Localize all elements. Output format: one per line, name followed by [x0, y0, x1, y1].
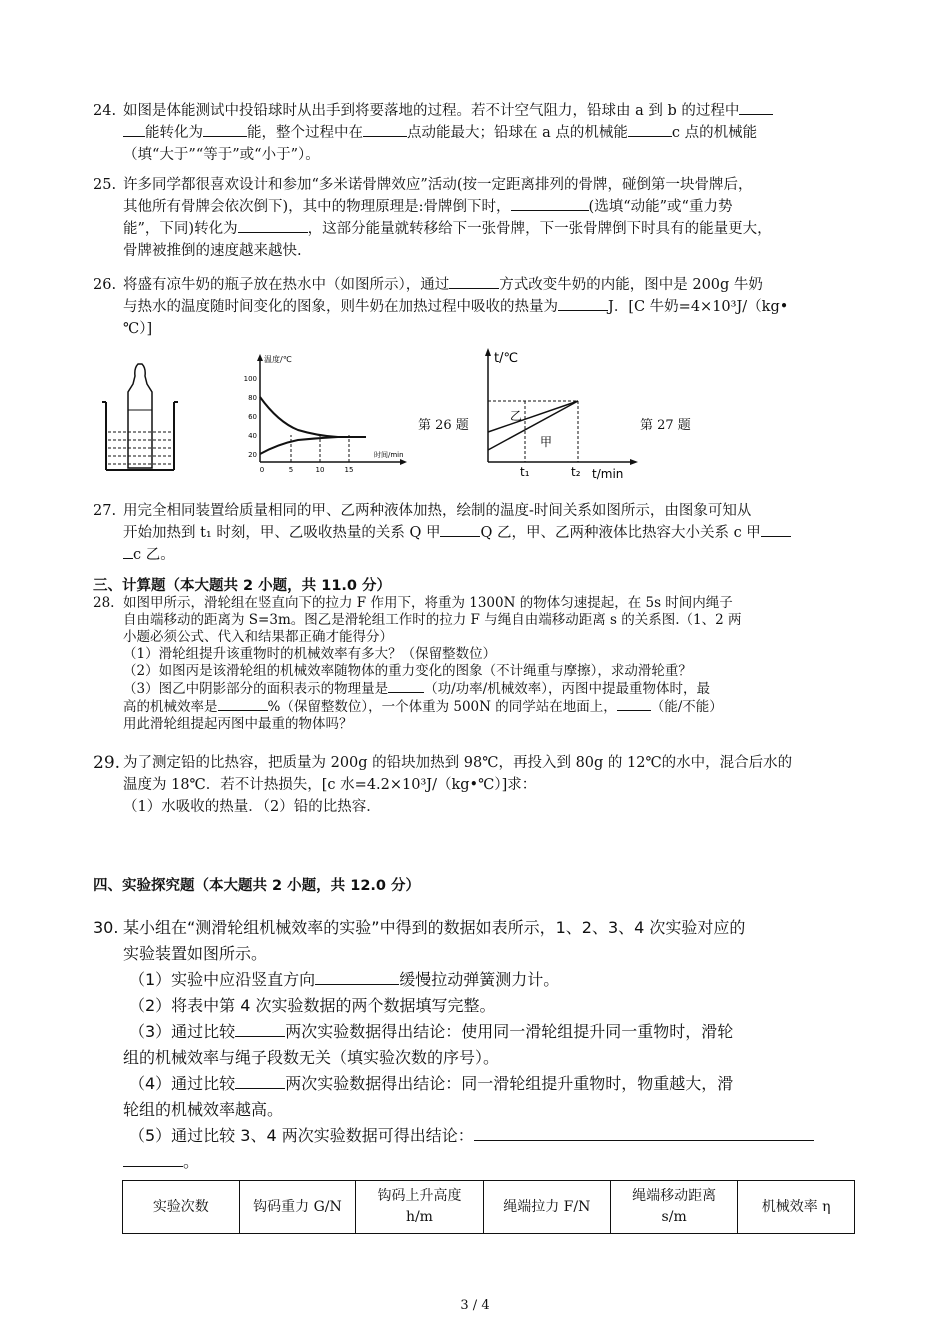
axis-label-y: t/℃: [494, 351, 519, 366]
figure-label-27: 第 27 题: [640, 418, 691, 433]
tick-label-t2: t₂: [571, 465, 581, 479]
question-25: 25. 许多同学都很喜欢设计和参加“多米诺骨牌效应”活动(按一定距离排列的骨牌，碰倒第一块骨牌后， 其他所有骨牌会依次倒下)，其中的物理原理是:骨牌倒下时， (选填“动能”或“重力势 能”，下同)转化为 ，这部分能量就转移给下一张骨牌，下一张骨牌倒下时具有的能量更大， 骨牌被推倒的速度越来越快.: [93, 177, 772, 259]
series-label-yi: 乙: [510, 409, 523, 423]
tick-label: 15: [344, 466, 354, 474]
question-30: 30. 某小组在“测滑轮组机械效率的实验”中得到的数据如表所示，1、2、3、4 次实验对应的 实验装置如图所示。 （1）实验中应沿竖直方向 缓慢拉动弹簧测力计。 （2）将表中第 4 次实验数据的两个数据填写完整。 （3）通过比较 两次实验数据得出结论：使用同一滑轮组提升同一重物时，滑轮 组的机械效率与绳子段数无关（填实验次数的序号）。 （4）通过比较 两次实验数据得出结论：同一滑轮组提升重物时，物重越大，滑 轮组的机械效率越高。 （5）通过比较 3、4 两次实验数据可得出结论： 。: [93, 915, 863, 1175]
question-27: 27. 用完全相同装置给质量相同的甲、乙两种液体加热，绘制的温度-时间关系如图所示，由图象可知从 开始加热到 t₁ 时刻，甲、乙吸收热量的关系 Q 甲 Q 乙，甲、乙两种液体比热容大小关系 c 甲 c 乙。: [93, 500, 863, 566]
milk-bottle-figure: [100, 362, 180, 474]
blank[interactable]: [218, 698, 268, 711]
series-label-jia: 甲: [540, 435, 553, 449]
table-header: 实验次数: [123, 1181, 240, 1234]
temperature-time-graph-26: [238, 350, 413, 480]
tick-label: 5: [288, 466, 294, 474]
page-number: 3 / 4: [460, 1298, 490, 1313]
tick-label: 80: [248, 394, 257, 402]
blank[interactable]: [474, 1124, 814, 1141]
blank[interactable]: [558, 296, 608, 311]
blank[interactable]: [235, 1020, 285, 1037]
blank[interactable]: [511, 196, 589, 211]
tick-label: 100: [243, 375, 257, 383]
axis-label-y: 温度/℃: [264, 355, 292, 364]
blank[interactable]: [315, 968, 399, 985]
axis-label-x: 时间/min: [374, 451, 404, 459]
table-header: 绳端拉力 F/N: [483, 1181, 610, 1234]
blank[interactable]: [123, 122, 145, 137]
blank[interactable]: [449, 274, 499, 289]
question-24: 24. 如图是体能测试中投铅球时从出手到将要落地的过程。若不计空气阻力，铅球由 a 到 b 的过程中 能转化为 能，整个过程中在 点动能最大；铅球在 a 点的机械能 c 点的机械能 （填“大于”“等于”或“小于”）。: [93, 100, 863, 166]
table-header: 机械效率 η: [738, 1181, 855, 1234]
tick-label: 40: [248, 432, 257, 440]
blank[interactable]: [761, 522, 791, 537]
tick-label: 10: [315, 466, 325, 474]
table-header: 钩码上升高度 h/m: [356, 1181, 483, 1234]
blank[interactable]: [363, 122, 407, 137]
blank[interactable]: [628, 122, 672, 137]
blank[interactable]: [388, 680, 424, 693]
tick-label-t1: t₁: [520, 465, 530, 479]
question-29: 29. 为了测定铅的比热容，把质量为 200g 的铅块加热到 98℃，再投入到 80g 的 12℃的水中，混合后水的 温度为 18℃．若不计热损失，[c 水=4.2×10³J/（kg•℃）]求： （1）水吸收的热量．（2）铅的比热容．: [93, 753, 793, 815]
blank[interactable]: [238, 218, 308, 233]
blank[interactable]: [123, 544, 133, 559]
table-header: 绳端移动距离 s/m: [610, 1181, 737, 1234]
blank[interactable]: [739, 100, 773, 115]
blank[interactable]: [123, 1150, 183, 1167]
tick-label: 20: [248, 451, 257, 459]
blank[interactable]: [440, 522, 480, 537]
table-header-row: [123, 1181, 855, 1234]
blank[interactable]: [235, 1072, 285, 1089]
figure-label-26: 第 26 题: [418, 418, 469, 433]
tick-label: 60: [248, 413, 257, 421]
blank[interactable]: [203, 122, 247, 137]
temperature-time-graph-27: [474, 346, 644, 482]
section-heading-4: 四、实验探究题（本大题共 2 小题，共 12.0 分）: [93, 878, 421, 894]
question-28: 28. 如图甲所示，滑轮组在竖直向下的拉力 F 作用下，将重为 1300N 的物体匀速提起，在 5s 时间内绳子 自由端移动的距离为 S=3m。图乙是滑轮组工作时的拉力 F 与绳自由端移动距离 s 的关系图.（1、2 两 小题必须公式、代入和结果都正确才能得分） （1）滑轮组提升该重物时的机械效率有多大？（保留整数位） （2）如图丙是该滑轮组的机械效率随物体的重力变化的图象（不计绳重与摩擦），求动滑轮重？ （3）图乙中阴影部分的面积表示的物理量是 （功/功率/机械效率），丙图中提最重物体时，最 高的机械效率是 %（保留整数位），一个体重为 500N 的同学站在地面上， （能/不能） 用此滑轮组提起丙图中最重的物体吗？: [93, 595, 742, 732]
blank[interactable]: [617, 698, 651, 711]
experiment-table: [122, 1180, 855, 1234]
section-heading-3: 三、计算题（本大题共 2 小题，共 11.0 分）: [93, 578, 392, 594]
axis-label-x: t/min: [592, 467, 624, 481]
question-26: 26. 将盛有凉牛奶的瓶子放在热水中（如图所示），通过 方式改变牛奶的内能，图中是 200g 牛奶 与热水的温度随时间变化的图象，则牛奶在加热过程中吸收的热量为 J．[C 牛奶=4×10³J/（kg• ℃）]: [93, 274, 863, 340]
tick-label: 0: [259, 466, 265, 474]
table-header: 钩码重力 G/N: [239, 1181, 356, 1234]
